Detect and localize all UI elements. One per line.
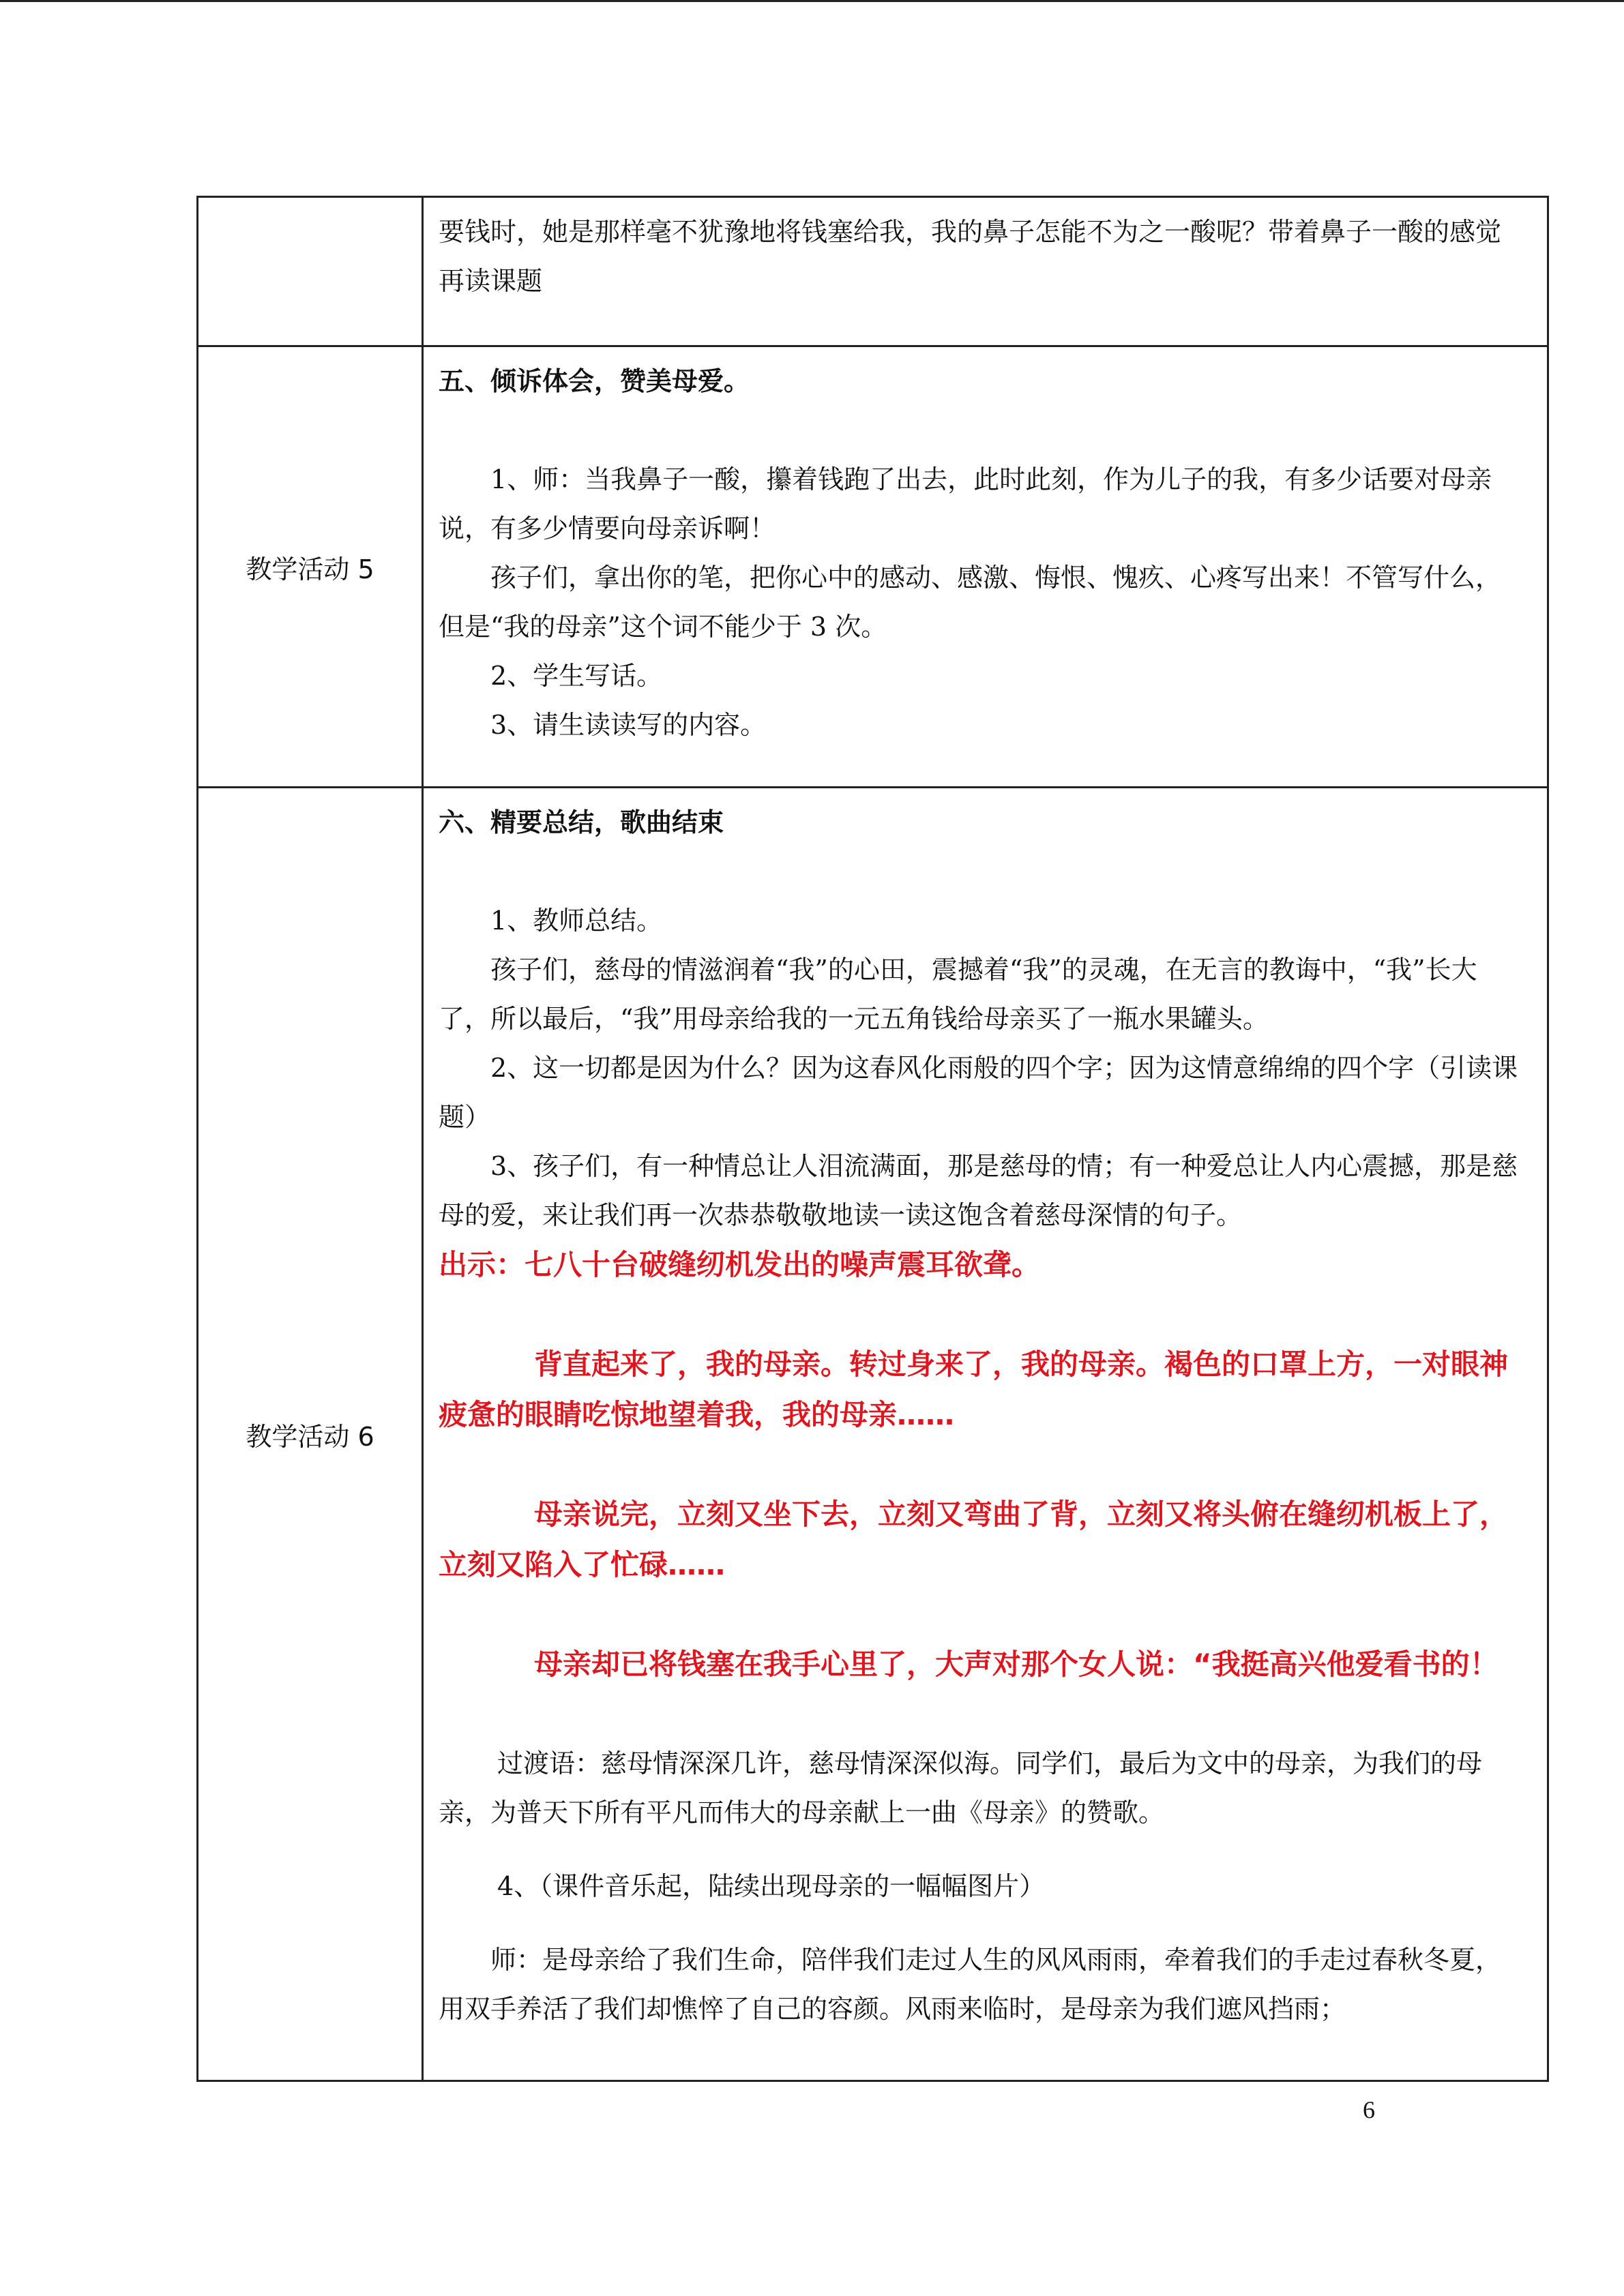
activity-label: 教学活动 5 xyxy=(198,346,423,788)
paragraph: 4、（课件音乐起，陆续出现母亲的一幅幅图片） xyxy=(497,1871,1046,1901)
paragraph: 2、这一切都是因为什么？因为这春风化雨般的四个字；因为这情意绵绵的四个字（引读课题） xyxy=(439,1053,1518,1132)
section-heading: 六、精要总结，歌曲结束 xyxy=(439,807,724,837)
paragraph: 师：是母亲给了我们生命，陪伴我们走过人生的风风雨雨，牵着我们的手走过春秋冬夏，用双手养活了我们却憔悴了自己的容颜。风雨来临时，是母亲为我们遮风挡雨； xyxy=(439,1945,1502,2024)
table-row xyxy=(198,197,1548,346)
activity-content xyxy=(423,346,1548,788)
activity-content xyxy=(423,197,1548,346)
page-top-border xyxy=(0,0,1624,2)
paragraph: 1、师：当我鼻子一酸，攥着钱跑了出去，此时此刻，作为儿子的我，有多少话要对母亲说，有多少情要向母亲诉啊！ xyxy=(439,464,1492,543)
paragraph: 3、请生读读写的内容。 xyxy=(490,710,767,740)
highlighted-quote: 背直起来了，我的母亲。转过身来了，我的母亲。褐色的口罩上方，一对眼神疲惫的眼睛吃惊地望着我，我的母亲…… xyxy=(439,1347,1509,1431)
paragraph: 3、孩子们，有一种情总让人泪流满面，那是慈母的情；有一种爱总让人内心震撼，那是慈母的爱，来让我们再一次恭恭敬敬地读一读这饱含着慈母深情的句子。 xyxy=(439,1151,1518,1230)
paragraph: 孩子们，慈母的情滋润着“我”的心田，震撼着“我”的灵魂，在无言的教诲中，“我”长大了，所以最后，“我”用母亲给我的一元五角钱给母亲买了一瓶水果罐头。 xyxy=(439,955,1477,1034)
highlighted-quote-lead: 出示：七八十台破缝纫机发出的噪声震耳欲聋。 xyxy=(439,1248,1041,1281)
section-heading: 五、倾诉体会，赞美母爱。 xyxy=(439,366,750,396)
transition-text: 过渡语：慈母情深深几许，慈母情深深似海。同学们，最后为文中的母亲，为我们的母亲，为普天下所有平凡而伟大的母亲献上一曲《母亲》的赞歌。 xyxy=(439,1748,1483,1828)
paragraph: 1、教师总结。 xyxy=(490,906,663,936)
continuation-text: 要钱时，她是那样毫不犹豫地将钱塞给我，我的鼻子怎能不为之一酸呢？带着鼻子一酸的感觉再读课题 xyxy=(439,217,1502,296)
activity-label: 教学活动 6 xyxy=(198,788,423,2081)
paragraph: 2、学生写话。 xyxy=(490,661,663,691)
paragraph: 孩子们，拿出你的笔，把你心中的感动、感激、悔恨、愧疚、心疼写出来！不管写什么，但是“我的母亲”这个词不能少于 3 次。 xyxy=(439,563,1502,642)
table-row xyxy=(198,346,1548,788)
page-number: 6 xyxy=(1363,2096,1375,2123)
lesson-plan-table xyxy=(196,196,1549,2082)
table-row xyxy=(198,788,1548,2081)
highlighted-quote: 母亲说完，立刻又坐下去，立刻又弯曲了背，立刻又将头俯在缝纫机板上了，立刻又陷入了忙碌…… xyxy=(439,1497,1509,1581)
highlighted-quote: 母亲却已将钱塞在我手心里了，大声对那个女人说：“我挺高兴他爱看书的！ xyxy=(534,1648,1498,1681)
activity-label xyxy=(198,197,423,346)
activity-content xyxy=(423,788,1548,2081)
